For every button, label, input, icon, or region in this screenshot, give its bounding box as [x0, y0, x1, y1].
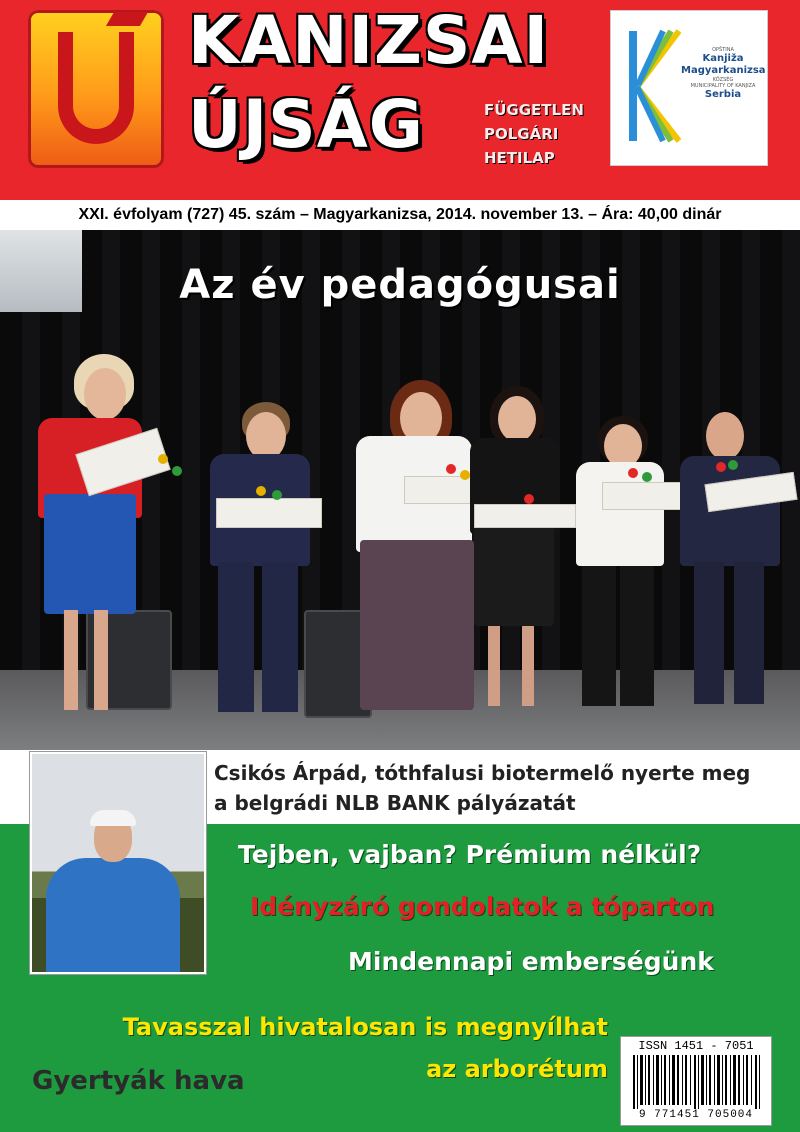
cover-photo [0, 230, 800, 750]
title-line-2: ÚJSÁG [188, 86, 424, 163]
masthead [0, 0, 800, 200]
cover-headline: Az év pedagógusai [179, 262, 621, 308]
story-headline: Mindennapi emberségünk [348, 947, 714, 976]
portrait-body [46, 858, 180, 974]
municipality-small-top: OPŠTINA [712, 47, 734, 53]
teacher-figure [572, 416, 682, 726]
teacher-figure [204, 402, 314, 732]
teacher-figure [466, 386, 566, 726]
teacher-figure [676, 412, 796, 722]
logo-accent [106, 12, 148, 26]
municipality-small-mid: KÖZSÉG [712, 77, 734, 83]
story-line: Csikós Árpád, tóthfalusi biotermelő nyerte meg [214, 761, 751, 785]
logo-u-shape [58, 32, 134, 144]
barcode [620, 1036, 772, 1126]
municipality-small-bottom: MUNICIPALITY OF KANJIZA [690, 83, 756, 89]
municipality-country: Serbia [704, 89, 742, 100]
story-headline: Tejben, vajban? Prémium nélkül? [238, 840, 702, 869]
issn-label: ISSN 1451 - 7051 [638, 1039, 754, 1053]
tagline-line: FÜGGETLEN [484, 101, 584, 119]
barcode-number: 9 771451 705004 [638, 1109, 754, 1121]
municipality-name-1: Kanjiža [702, 53, 744, 64]
story-headline: Gyertyák hava [32, 1066, 245, 1096]
barcode-bars [631, 1055, 761, 1109]
tagline [484, 98, 584, 170]
newspaper-logo [28, 10, 164, 168]
municipality-text [681, 47, 765, 101]
municipality-name-2: Magyarkanizsa [681, 65, 766, 76]
story-headline [214, 758, 750, 818]
municipality-logo [610, 10, 768, 166]
teacher-figure [350, 380, 480, 730]
teacher-figure [30, 354, 160, 734]
inset-photo [30, 752, 206, 974]
issue-info: XXI. évfolyam (727) 45. szám – Magyarkanizsa, 2014. november 13. – Ára: 40,00 dinár [0, 200, 800, 230]
title-line-1: KANIZSAI [188, 2, 550, 79]
story-line: a belgrádi NLB BANK pályázatát [214, 791, 576, 815]
tagline-line: HETILAP [484, 149, 555, 167]
portrait-cap [90, 810, 136, 826]
story-headline: Idényzáró gondolatok a tóparton [250, 892, 715, 921]
tagline-line: POLGÁRI [484, 125, 559, 143]
municipality-k-icon [623, 27, 683, 145]
story-line: az arborétum [426, 1055, 608, 1083]
story-line: Tavasszal hivatalosan is megnyílhat [122, 1013, 608, 1041]
